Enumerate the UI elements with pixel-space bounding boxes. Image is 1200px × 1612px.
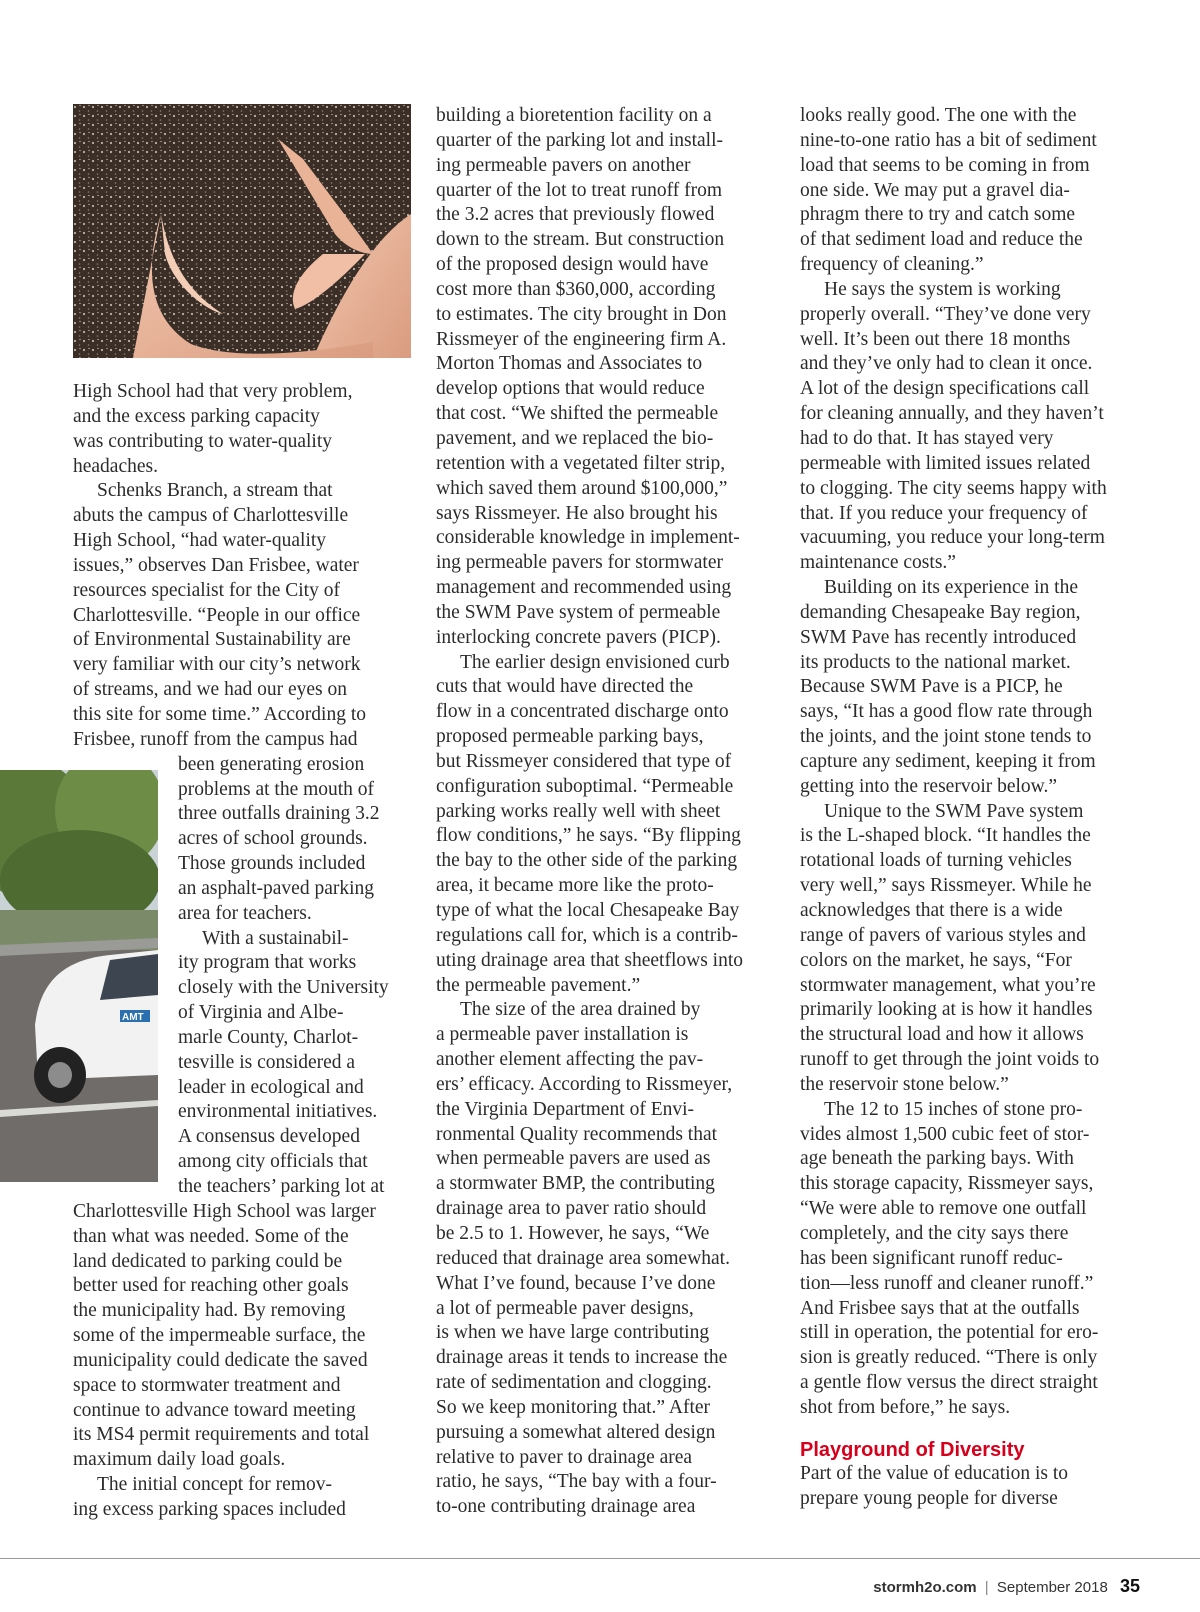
text-line: nine-to-one ratio has a bit of sediment	[800, 129, 1097, 151]
text-line: develop options that would reduce	[436, 378, 705, 400]
text-line: acres of school grounds.	[178, 828, 368, 850]
text-line: load that seems to be coming in from	[800, 154, 1090, 176]
text-line: to clogging. The city seems happy with	[800, 477, 1107, 499]
text-line: environmental initiatives.	[178, 1101, 378, 1123]
text-line: pavement, and we replaced the bio-	[436, 427, 714, 449]
text-line: retention with a vegetated filter strip,	[436, 452, 726, 474]
text-line: Rissmeyer of the engineering firm A.	[436, 328, 727, 350]
paragraph	[436, 104, 774, 651]
text-line: quarter of the lot to treat runoff from	[436, 179, 723, 201]
text-line: its products to the national market.	[800, 651, 1071, 673]
paragraph	[800, 1098, 1138, 1421]
text-line: tesville is considered a	[178, 1051, 356, 1073]
text-line: runoff to get through the joint voids to	[800, 1049, 1100, 1071]
text-line: the Virginia Department of Envi-	[436, 1098, 695, 1120]
footer-date: September 2018	[996, 1579, 1108, 1596]
text-line: says, “It has a good flow rate through	[800, 701, 1093, 723]
text-line: He says the system is working	[824, 278, 1061, 300]
text-line: type of what the local Chesapeake Bay	[436, 900, 740, 921]
car-door-logo: AMT	[122, 1012, 144, 1023]
text-line: completely, and the city says there	[800, 1222, 1069, 1244]
text-line: the municipality had. By removing	[73, 1300, 346, 1322]
text-line: the teachers’ parking lot at	[178, 1176, 385, 1197]
text-line: down to the stream. But construction	[436, 229, 725, 251]
paragraph	[436, 651, 774, 999]
paragraph	[436, 998, 774, 1520]
text-line: than what was needed. Some of the	[73, 1225, 349, 1247]
text-line: better used for reaching other goals	[73, 1275, 349, 1297]
text-line: an asphalt-paved parking	[178, 877, 375, 899]
text-line: phragm there to try and catch some	[800, 204, 1076, 226]
text-line: range of pavers of various styles and	[800, 924, 1086, 946]
text-line: area for teachers.	[178, 902, 312, 924]
text-line: the SWM Pave system of permeable	[436, 601, 721, 623]
text-line: this storage capacity, Rissmeyer says,	[800, 1173, 1094, 1195]
paragraph	[73, 380, 411, 479]
text-line: With a sustainabil-	[202, 927, 349, 949]
paragraph	[800, 1462, 1138, 1512]
footer-site-link[interactable]: stormh2o.com	[873, 1579, 977, 1596]
text-line: ing excess parking spaces included	[73, 1498, 346, 1520]
text-line: Frisbee, runoff from the campus had	[73, 728, 358, 750]
text-line: demanding Chesapeake Bay region,	[800, 601, 1081, 623]
text-line: ing permeable pavers for stormwater	[436, 552, 723, 574]
text-line: very familiar with our city’s network	[73, 654, 361, 676]
text-line: “We were able to remove one outfall	[800, 1198, 1087, 1220]
text-line: relative to paver to drainage area	[436, 1446, 693, 1468]
text-line: ratio, he says, “The bay with a four-	[436, 1471, 717, 1493]
text-line: to-one contributing drainage area	[436, 1496, 696, 1518]
text-line: building a bioretention facility on a	[436, 105, 712, 126]
text-line: permeable with limited issues related	[800, 452, 1091, 474]
text-line: And Frisbee says that at the outfalls	[800, 1297, 1080, 1319]
text-line: A lot of the design specifications call	[800, 378, 1090, 400]
text-line: when permeable pavers are used as	[436, 1148, 711, 1170]
text-line: Charlottesville. “People in our office	[73, 604, 361, 626]
text-line: The size of the area drained by	[460, 999, 701, 1021]
text-line: pursuing a somewhat altered design	[436, 1421, 716, 1443]
paragraph	[73, 1473, 411, 1523]
text-line: primarily looking at is how it handles	[800, 999, 1093, 1021]
text-line: issues,” observes Dan Frisbee, water	[73, 554, 359, 576]
text-line: properly overall. “They’ve done very	[800, 303, 1091, 325]
text-line: rotational loads of turning vehicles	[800, 850, 1072, 872]
text-line: the joints, and the joint stone tends to	[800, 726, 1092, 748]
text-line: says Rissmeyer. He also brought his	[436, 502, 718, 524]
page-footer	[873, 1576, 1140, 1597]
text-line: drainage areas it tends to increase the	[436, 1347, 728, 1369]
text-line: maintenance costs.”	[800, 552, 956, 574]
text-line: considerable knowledge in implement-	[436, 527, 740, 549]
text-line: vacuuming, you reduce your long-term	[800, 527, 1105, 549]
text-line: of Virginia and Albe-	[178, 1002, 344, 1024]
paragraph	[800, 576, 1138, 800]
text-line: had to do that. It has stayed very	[800, 427, 1054, 449]
text-line: management and recommended using	[436, 577, 732, 599]
text-line: What I’ve found, because I’ve done	[436, 1272, 716, 1294]
text-line: which saved them around $100,000,”	[436, 477, 728, 499]
paragraph	[73, 479, 411, 926]
text-line: a permeable paver installation is	[436, 1024, 689, 1046]
text-line: SWM Pave has recently introduced	[800, 626, 1077, 648]
text-line: flow in a concentrated discharge onto	[436, 701, 729, 723]
text-line: and the excess parking capacity	[73, 405, 320, 427]
text-line: three outfalls draining 3.2	[178, 803, 380, 825]
text-line: vides almost 1,500 cubic feet of stor-	[800, 1123, 1090, 1145]
text-line: So we keep monitoring that.” After	[436, 1396, 711, 1418]
text-line: Morton Thomas and Associates to	[436, 353, 703, 375]
text-line: a lot of permeable paver designs,	[436, 1297, 694, 1319]
text-line: getting into the reservoir below.”	[800, 775, 1058, 797]
text-line: Because SWM Pave is a PICP, he	[800, 676, 1063, 698]
text-line: be 2.5 to 1. However, he says, “We	[436, 1222, 710, 1244]
section-heading: Playground of Diversity	[800, 1438, 1025, 1461]
text-line: some of the impermeable surface, the	[73, 1325, 366, 1347]
text-line: cuts that would have directed the	[436, 676, 694, 698]
text-line: regulations call for, which is a contrib-	[436, 924, 738, 946]
text-line: configuration suboptimal. “Permeable	[436, 775, 734, 797]
text-line: Part of the value of education is to	[800, 1462, 1069, 1484]
text-line: very well,” says Rissmeyer. While he	[800, 875, 1092, 897]
text-line: rate of sedimentation and clogging.	[436, 1372, 712, 1394]
text-line: The 12 to 15 inches of stone pro-	[824, 1098, 1083, 1120]
text-line: been generating erosion	[178, 753, 365, 775]
text-line: maximum daily load goals.	[73, 1449, 286, 1471]
text-line: that. If you reduce your frequency of	[800, 502, 1088, 524]
text-line: marle County, Charlot-	[178, 1026, 359, 1048]
paragraph	[73, 927, 411, 1474]
text-column-3	[800, 104, 1138, 1511]
text-line: of Environmental Sustainability are	[73, 629, 351, 651]
text-line: colors on the market, he says, “For	[800, 949, 1072, 971]
text-line: Schenks Branch, a stream that	[97, 480, 333, 502]
paragraph	[800, 800, 1138, 1098]
text-line: the bay to the other side of the parking	[436, 850, 738, 872]
text-line: prepare young people for diverse	[800, 1487, 1058, 1509]
text-line: another element affecting the pav-	[436, 1049, 704, 1071]
text-line: was contributing to water-quality	[73, 430, 333, 452]
text-line: uting drainage area that sheetflows into	[436, 949, 744, 971]
text-line: that cost. “We shifted the permeable	[436, 403, 719, 425]
text-line: Building on its experience in the	[824, 577, 1078, 599]
text-line: Charlottesville High School was larger	[73, 1200, 376, 1222]
text-line: The initial concept for remov-	[97, 1474, 332, 1496]
text-line: space to stormwater treatment and	[73, 1374, 341, 1396]
text-line: acknowledges that there is a wide	[800, 900, 1063, 921]
text-line: one side. We may put a gravel dia-	[800, 179, 1070, 201]
text-line: for cleaning annually, and they haven’t	[800, 403, 1104, 425]
text-line: but Rissmeyer considered that type of	[436, 750, 732, 772]
text-line: reduced that drainage area somewhat.	[436, 1247, 730, 1269]
text-line: has been significant runoff reduc-	[800, 1247, 1063, 1269]
text-line: frequency of cleaning.”	[800, 254, 984, 276]
text-line: still in operation, the potential for ero-	[800, 1322, 1099, 1344]
text-line: its MS4 permit requirements and total	[73, 1424, 370, 1446]
text-line: area, it became more like the proto-	[436, 875, 714, 897]
text-line: continue to advance toward meeting	[73, 1399, 356, 1421]
text-line: headaches.	[73, 455, 158, 477]
text-line: shot from before,” he says.	[800, 1396, 1011, 1418]
text-line: proposed permeable parking bays,	[436, 726, 704, 748]
text-line: cost more than $360,000, according	[436, 278, 716, 300]
text-line: Those grounds included	[178, 853, 366, 875]
text-line: High School had that very problem,	[73, 381, 353, 402]
text-line: a stormwater BMP, the contributing	[436, 1173, 715, 1195]
text-line: well. It’s been out there 18 months	[800, 328, 1071, 350]
text-line: resources specialist for the City of	[73, 579, 340, 601]
soil-hands-icon	[73, 104, 411, 358]
text-line: the structural load and how it allows	[800, 1024, 1084, 1046]
text-line: closely with the University	[178, 977, 389, 999]
text-line: sion is greatly reduced. “There is only	[800, 1347, 1098, 1369]
text-line: is the L-shaped block. “It handles the	[800, 825, 1091, 847]
text-line: tion—less runoff and cleaner runoff.”	[800, 1272, 1094, 1294]
text-line: is when we have large contributing	[436, 1322, 710, 1344]
text-line: age beneath the parking bays. With	[800, 1148, 1074, 1170]
text-column-1	[73, 380, 411, 1523]
text-line: interlocking concrete pavers (PICP).	[436, 626, 721, 648]
text-line: drainage area to paver ratio should	[436, 1198, 707, 1220]
text-line: municipality could dedicate the saved	[73, 1349, 368, 1371]
footer-separator: |	[984, 1579, 989, 1596]
text-line: stormwater management, what you’re	[800, 974, 1096, 996]
text-line: among city officials that	[178, 1151, 368, 1173]
text-line: ronmental Quality recommends that	[436, 1123, 718, 1145]
text-line: Unique to the SWM Pave system	[824, 800, 1084, 822]
soil-hands-photo	[73, 104, 411, 358]
text-line: this site for some time.” According to	[73, 703, 366, 725]
text-line: leader in ecological and	[178, 1076, 364, 1098]
text-line: parking works really well with sheet	[436, 800, 721, 822]
text-line: and they’ve only had to clean it once.	[800, 353, 1093, 375]
text-line: abuts the campus of Charlottesville	[73, 505, 349, 527]
text-line: looks really good. The one with the	[800, 105, 1077, 126]
text-line: the reservoir stone below.”	[800, 1073, 1009, 1095]
text-line: a gentle flow versus the direct straight	[800, 1372, 1098, 1394]
text-line: ity program that works	[178, 952, 357, 974]
text-line: quarter of the parking lot and install-	[436, 129, 723, 151]
paragraph	[800, 104, 1138, 278]
text-line: the 3.2 acres that previously flowed	[436, 204, 715, 226]
text-line: to estimates. The city brought in Don	[436, 303, 727, 325]
text-line: A consensus developed	[178, 1126, 360, 1148]
page-number: 35	[1119, 1576, 1140, 1596]
text-line: land dedicated to parking could be	[73, 1250, 343, 1272]
text-line: of streams, and we had our eyes on	[73, 679, 347, 701]
text-line: The earlier design envisioned curb	[460, 651, 730, 673]
paragraph	[800, 278, 1138, 576]
text-line: the permeable pavement.”	[436, 974, 641, 996]
text-line: capture any sediment, keeping it from	[800, 750, 1096, 772]
text-line: of the proposed design would have	[436, 254, 709, 276]
text-line: of that sediment load and reduce the	[800, 229, 1083, 251]
text-line: High School, “had water-quality	[73, 530, 327, 552]
footer-divider	[0, 1558, 1200, 1559]
text-line: ers’ efficacy. According to Rissmeyer,	[436, 1073, 733, 1095]
text-column-2	[436, 104, 774, 1520]
text-line: ing permeable pavers on another	[436, 154, 691, 176]
text-line: problems at the mouth of	[178, 778, 375, 800]
text-line: flow conditions,” he says. “By flipping	[436, 825, 741, 847]
